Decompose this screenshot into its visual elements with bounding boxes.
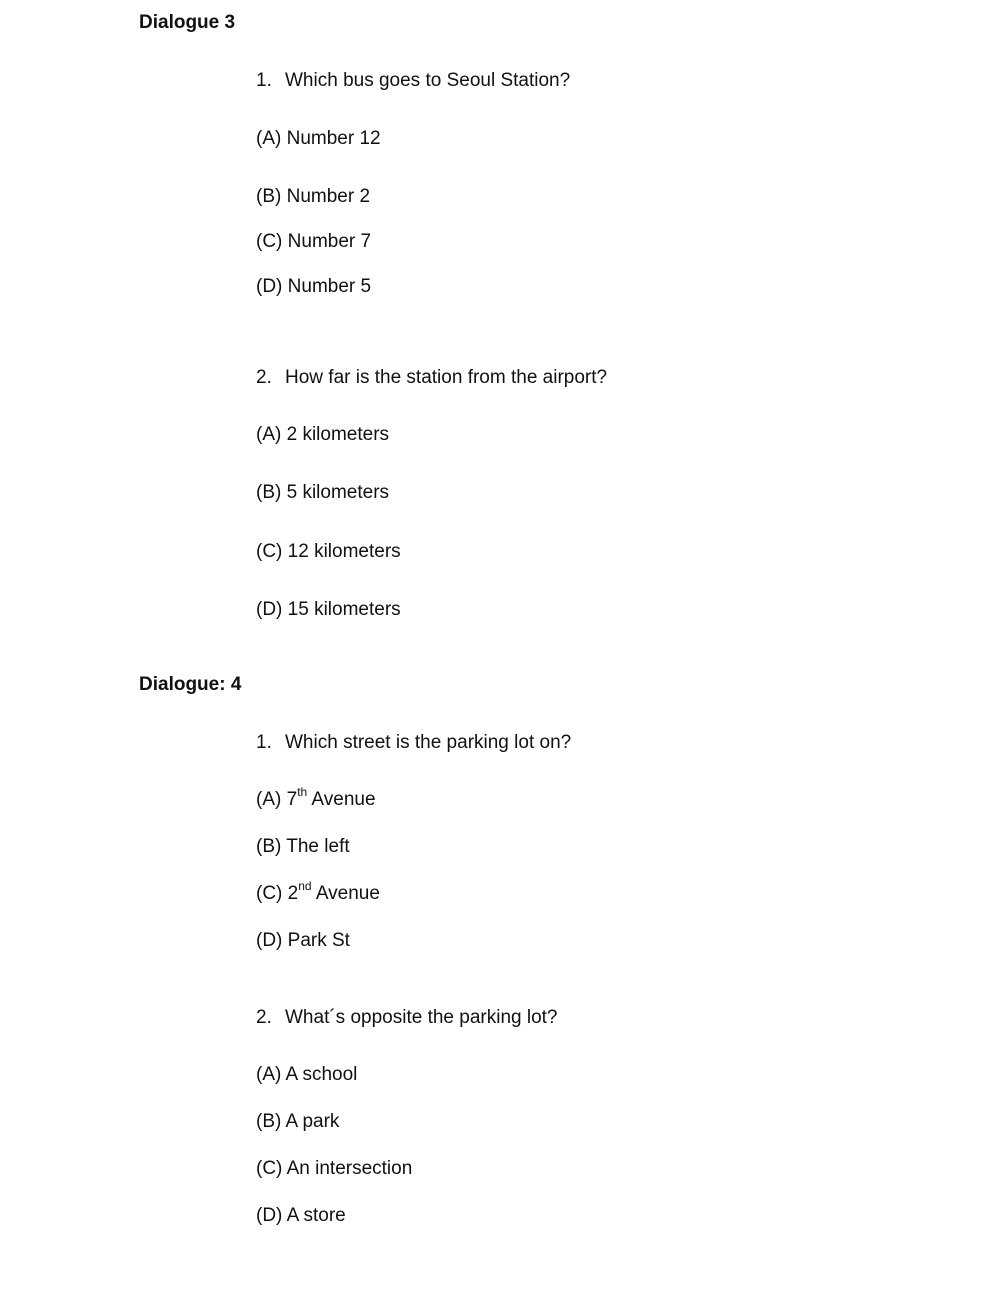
d4-q2-option-c: (C) An intersection	[256, 1158, 413, 1179]
d4-question-1	[256, 732, 571, 754]
d4-q1-option-b: (B) The left	[256, 836, 350, 857]
d4-q1-option-c	[256, 878, 380, 905]
ordinal-suffix: th	[297, 784, 308, 799]
d4-question-2	[256, 1007, 558, 1029]
d3-q2-option-b: (B) 5 kilometers	[256, 482, 390, 503]
d3-q1-option-c: (C) Number 7	[256, 231, 372, 252]
d3-q1-option-b: (B) Number 2	[256, 186, 371, 207]
d3-question-1	[256, 70, 570, 92]
question-text: What´s opposite the parking lot?	[285, 1007, 558, 1028]
d3-q1-option-a: (A) Number 12	[256, 128, 381, 149]
option-text-suffix: Avenue	[311, 883, 380, 904]
d4-q2-option-a: (A) A school	[256, 1064, 358, 1085]
question-number: 1.	[256, 70, 272, 91]
question-text: Which bus goes to Seoul Station?	[285, 70, 571, 91]
d4-q1-option-a	[256, 784, 376, 811]
option-text: (A) 7	[256, 789, 298, 810]
d3-q1-option-d: (D) Number 5	[256, 276, 372, 297]
question-number: 2.	[256, 1007, 272, 1028]
question-number: 2.	[256, 367, 272, 388]
question-text: Which street is the parking lot on?	[285, 732, 572, 753]
d3-q2-option-a: (A) 2 kilometers	[256, 424, 390, 445]
option-text-suffix: Avenue	[307, 789, 376, 810]
d4-q1-option-d: (D) Park St	[256, 930, 350, 951]
d3-q2-option-c: (C) 12 kilometers	[256, 541, 401, 562]
d4-q2-option-d: (D) A store	[256, 1205, 346, 1226]
dialogue-4-heading: Dialogue: 4	[139, 674, 242, 695]
ordinal-suffix: nd	[298, 878, 312, 893]
option-text: (C) 2	[256, 883, 299, 904]
question-number: 1.	[256, 732, 272, 753]
d3-question-2	[256, 367, 607, 389]
question-text: How far is the station from the airport?	[285, 367, 608, 388]
d3-q2-option-d: (D) 15 kilometers	[256, 599, 401, 620]
dialogue-3-heading: Dialogue 3	[139, 12, 236, 33]
d4-q2-option-b: (B) A park	[256, 1111, 340, 1132]
